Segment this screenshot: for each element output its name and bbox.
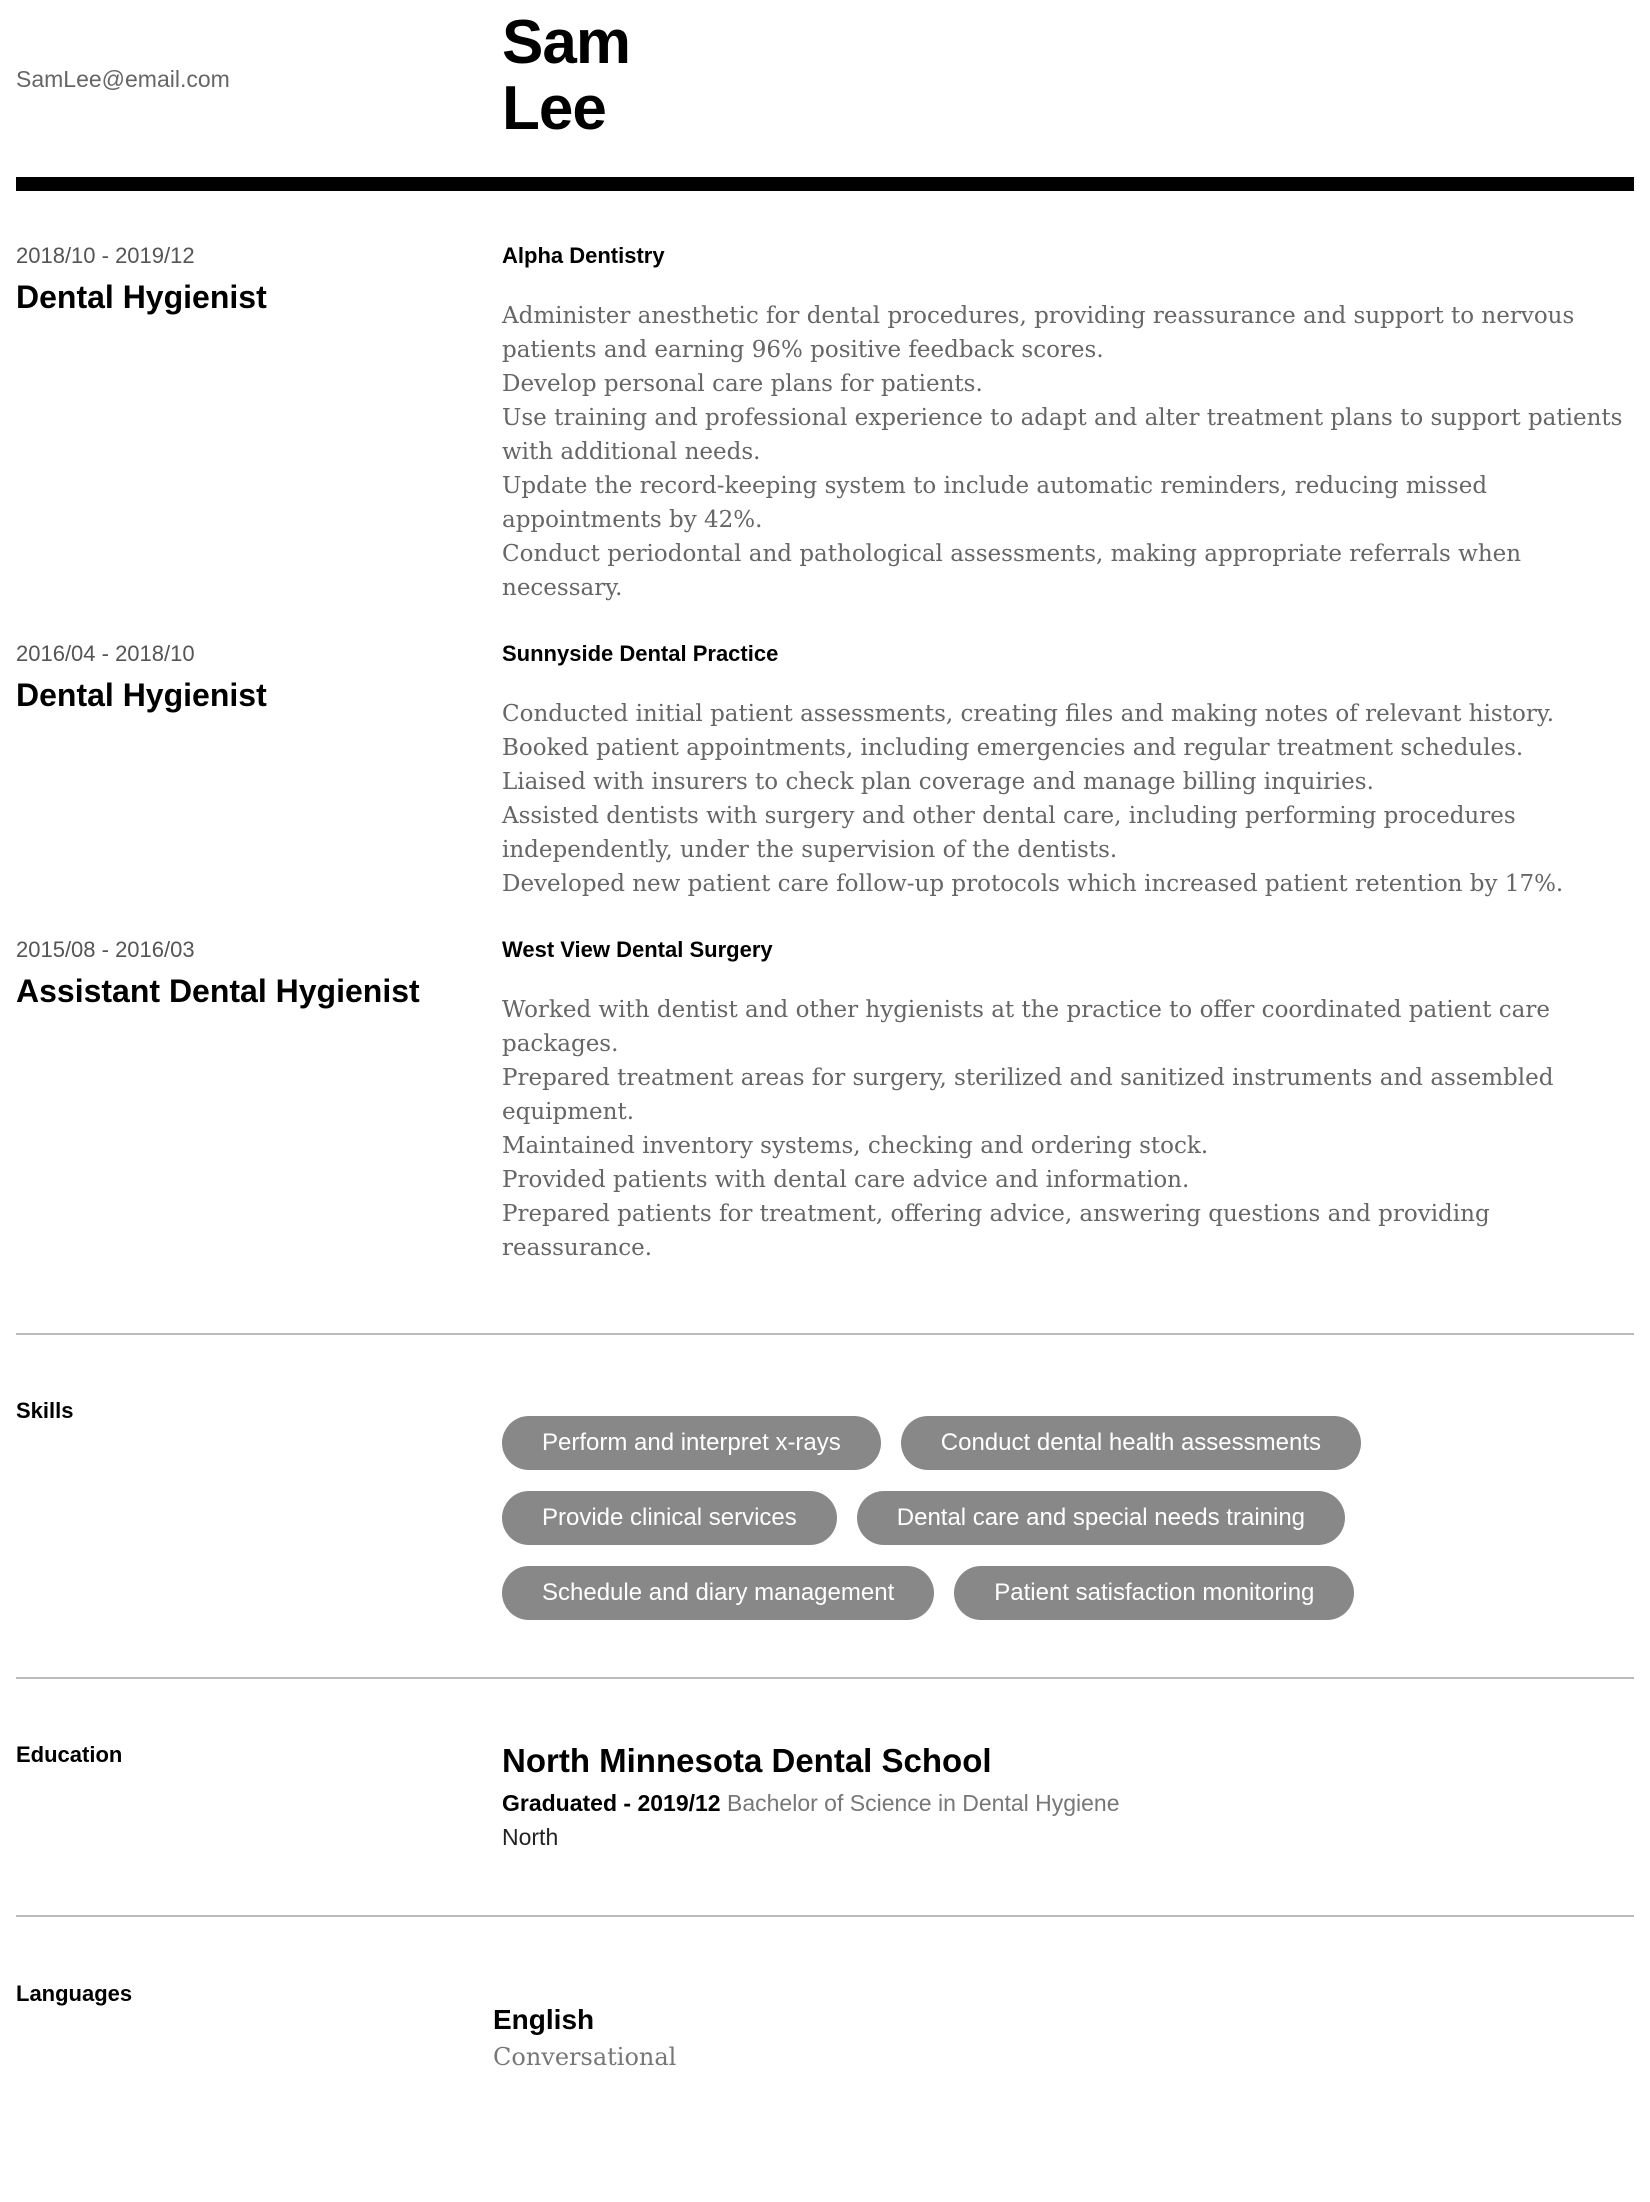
section-divider: [16, 1915, 1634, 1917]
company-name: West View Dental Surgery: [502, 937, 773, 962]
skill-pill: Provide clinical services: [502, 1491, 837, 1545]
skill-pill: Dental care and special needs training: [857, 1491, 1345, 1545]
header-bar: [16, 177, 1634, 191]
school-name: North Minnesota Dental School: [502, 1742, 992, 1779]
duty: Prepared treatment areas for surgery, sterilized and sanitized instruments and assembled equipment.: [502, 1065, 1554, 1125]
duty: Use training and professional experience to adapt and alter treatment plans to support patients with additional needs.: [502, 405, 1623, 465]
candidate-name: [502, 10, 630, 142]
graduation-line: [502, 1790, 1120, 1817]
skill-pill: Schedule and diary management: [502, 1566, 934, 1620]
duty: Prepared patients for treatment, offering advice, answering questions and providing reassurance.: [502, 1201, 1490, 1261]
language-name: English: [493, 2004, 595, 2035]
section-divider: [16, 1333, 1634, 1335]
last-name: Lee: [502, 74, 606, 143]
skills-list: [502, 1416, 1502, 1620]
email: SamLee@email.com: [16, 66, 230, 92]
job-title: Dental Hygienist: [16, 677, 267, 713]
job-title: Dental Hygienist: [16, 279, 267, 315]
duty: Provided patients with dental care advice and information.: [502, 1167, 1190, 1193]
company-name: Sunnyside Dental Practice: [502, 641, 779, 666]
skills-label: Skills: [16, 1398, 74, 1423]
job-duties: [502, 697, 1642, 901]
skill-pill: Conduct dental health assessments: [901, 1416, 1361, 1470]
job-dates: 2018/10 - 2019/12: [16, 243, 195, 268]
job-title: Assistant Dental Hygienist: [16, 973, 420, 1009]
skill-pill: Patient satisfaction monitoring: [954, 1566, 1354, 1620]
duty: Assisted dentists with surgery and other dental care, including performing procedures independently, under the supervision of the dentists.: [502, 803, 1516, 863]
section-divider: [16, 1677, 1634, 1679]
first-name: Sam: [502, 8, 630, 77]
skill-pill: Perform and interpret x-rays: [502, 1416, 881, 1470]
duty: Conducted initial patient assessments, creating files and making notes of relevant history.: [502, 701, 1555, 727]
duty: Develop personal care plans for patients.: [502, 371, 983, 397]
education-label: Education: [16, 1742, 123, 1767]
language-level: Conversational: [493, 2043, 677, 2071]
job-dates: 2015/08 - 2016/03: [16, 937, 195, 962]
duty: Update the record-keeping system to include automatic reminders, reducing missed appointments by 42%.: [502, 473, 1488, 533]
languages-label: Languages: [16, 1981, 133, 2006]
job-duties: [502, 299, 1642, 605]
company-name: Alpha Dentistry: [502, 243, 665, 268]
graduation-date: Graduated - 2019/12: [502, 1790, 721, 1816]
school-location: North: [502, 1824, 559, 1850]
duty: Developed new patient care follow-up protocols which increased patient retention by 17%.: [502, 871, 1564, 897]
duty: Liaised with insurers to check plan coverage and manage billing inquiries.: [502, 769, 1374, 795]
duty: Booked patient appointments, including emergencies and regular treatment schedules.: [502, 735, 1524, 761]
job-duties: [502, 993, 1642, 1265]
duty: Conduct periodontal and pathological assessments, making appropriate referrals when necessary.: [502, 541, 1522, 601]
job-dates: 2016/04 - 2018/10: [16, 641, 195, 666]
duty: Maintained inventory systems, checking and ordering stock.: [502, 1133, 1209, 1159]
degree: Bachelor of Science in Dental Hygiene: [727, 1790, 1120, 1816]
duty: Administer anesthetic for dental procedures, providing reassurance and support to nervous patients and earning 96% positive feedback scores.: [502, 303, 1575, 363]
duty: Worked with dentist and other hygienists at the practice to offer coordinated patient care packages.: [502, 997, 1550, 1057]
